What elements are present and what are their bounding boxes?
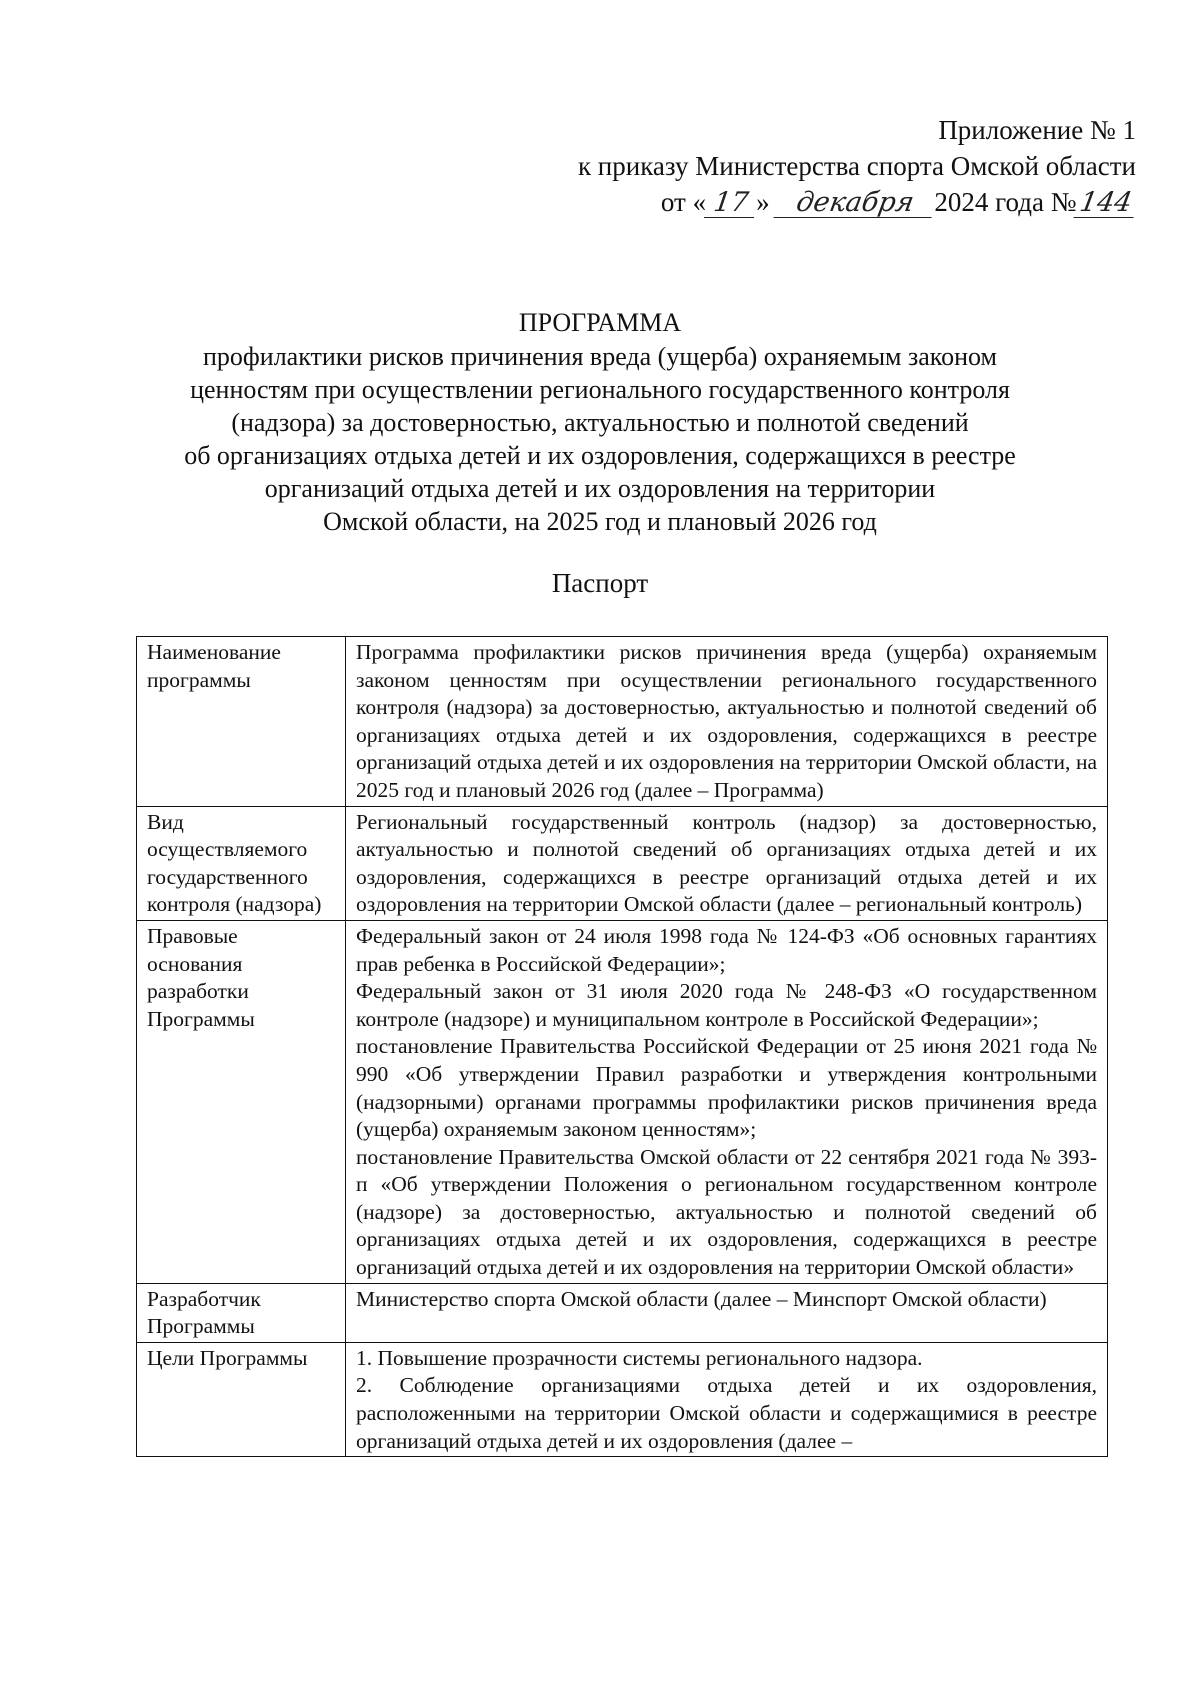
row-key: Разработчик Программы: [137, 1283, 346, 1342]
date-year: 2024 года №: [934, 187, 1077, 217]
order-date-line: [416, 184, 1136, 220]
table-row: [137, 1342, 1108, 1456]
order-line: к приказу Министерства спорта Омской области: [577, 151, 1136, 181]
row-key: Вид осуществляемого государственного контроля (надзора): [137, 806, 346, 920]
value-paragraph: 2. Соблюдение организациями отдыха детей и их оздоровления, расположенными на территории Омской области и содержащимися в реестре организаций отдыха детей и их оздоровления (далее –: [356, 1373, 1097, 1453]
annex-header: [416, 112, 1136, 220]
program-title: [120, 306, 1080, 538]
title-line: Омской области, на 2025 год и плановый 2026 год: [323, 507, 877, 536]
annex-label: Приложение № 1: [938, 115, 1136, 145]
row-key: Наименование программы: [137, 637, 346, 807]
title-line: профилактики рисков причинения вреда (ущерба) охраняемым законом: [203, 342, 997, 371]
table-row: [137, 1283, 1108, 1342]
passport-heading: Паспорт: [551, 568, 649, 598]
row-value: [346, 637, 1108, 807]
row-value: [346, 806, 1108, 920]
table-row: [137, 806, 1108, 920]
row-key: Цели Программы: [137, 1342, 346, 1456]
date-mid: »: [756, 187, 770, 217]
row-value: [346, 920, 1108, 1283]
value-paragraph: Региональный государственный контроль (надзор) за достоверностью, актуальностью и полнотой сведений об организациях отдыха детей и их оздоровления, содержащихся в реестре организаций отдыха детей и их оздоровления на территории Омской области (далее – региональный контроль): [356, 809, 1097, 917]
value-paragraph: Программа профилактики рисков причинения вреда (ущерба) охраняемым законом ценностям при осуществлении регионального государственного контроля (надзора) за достоверностью, актуальностью и полнотой сведений об организациях отдыха детей и их оздоровления, содержащихся в реестре организаций отдыха детей и их оздоровления на территории Омской области, на 2025 год и плановый 2026 год (далее – Программа): [356, 640, 1097, 802]
passport-table: [136, 636, 1108, 1457]
value-paragraph: постановление Правительства Омской области от 22 сентября 2021 года № 393-п «Об утверждении Положения о региональном государственном контроле (надзоре) за достоверностью, актуальностью и полнотой сведений об организациях отдыха детей и их оздоровления, содержащихся в реестре организаций отдыха детей и их оздоровления на территории Омской области»: [356, 1144, 1097, 1280]
value-paragraph: Федеральный закон от 31 июля 2020 года № 248-ФЗ «О государственном контроле (надзоре) и муниципальном контроле в Российской Федерации»;: [356, 979, 1097, 1031]
title-line: организаций отдыха детей и их оздоровления на территории: [264, 474, 936, 503]
title-line: ценностям при осуществлении регионального государственного контроля: [190, 375, 1010, 404]
handwritten-order-number: 144: [1074, 189, 1139, 218]
handwritten-month: декабря: [774, 189, 937, 218]
value-paragraph: 1. Повышение прозрачности системы регионального надзора.: [356, 1345, 923, 1370]
table-row: [137, 920, 1108, 1283]
title-line: (надзора) за достоверностью, актуальностью и полнотой сведений: [231, 408, 969, 437]
value-paragraph: Федеральный закон от 24 июля 1998 года № 124-ФЗ «Об основных гарантиях прав ребенка в Российской Федерации»;: [356, 923, 1097, 976]
row-key: Правовые основания разработки Программы: [137, 920, 346, 1283]
row-value: [346, 1283, 1108, 1342]
title-line: об организациях отдыха детей и их оздоровления, содержащихся в реестре: [184, 441, 1016, 470]
table-row: [137, 637, 1108, 807]
value-paragraph: постановление Правительства Российской Федерации от 25 июня 2021 года № 990 «Об утверждении Правил разработки и утверждения контрольными (надзорными) органами программы профилактики рисков причинения вреда (ущерба) охраняемым законом ценностям»;: [356, 1034, 1097, 1142]
value-paragraph: Министерство спорта Омской области (далее – Минспорт Омской области): [356, 1286, 1047, 1311]
title-heading: ПРОГРАММА: [518, 308, 682, 337]
row-value: [346, 1342, 1108, 1456]
date-prefix: от «: [660, 187, 707, 217]
handwritten-day: 17: [704, 189, 758, 218]
